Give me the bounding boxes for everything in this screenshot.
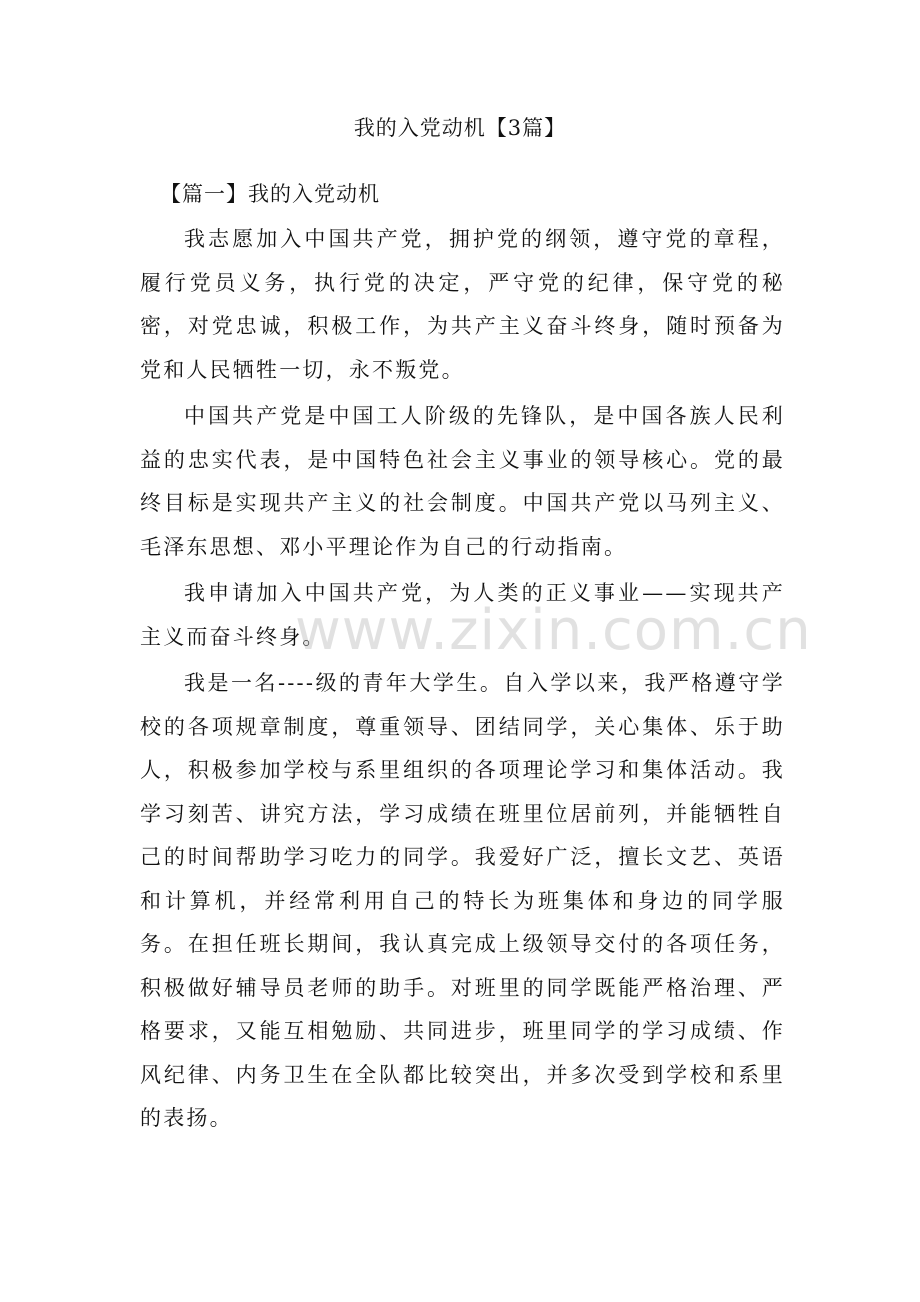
document-body bbox=[140, 218, 785, 1144]
paragraph: 我是一名----级的青年大学生。自入学以来，我严格遵守学校的各项规章制度，尊重领导、团结同学，关心集体、乐于助人，积极参加学校与系里组织的各项理论学习和集体活动。我学习刻苦、讲究方法，学习成绩在班里位居前列，并能牺牲自己的时间帮助学习吃力的同学。我爱好广泛，擅长文艺、英语和计算机，并经常利用自己的特长为班集体和身边的同学服务。在担任班长期间，我认真完成上级领导交付的各项任务，积极做好辅导员老师的助手。对班里的同学既能严格治理、严格要求，又能互相勉励、共同进步，班里同学的学习成绩、作风纪律、内务卫生在全队都比较突出，并多次受到学校和系里的表扬。 bbox=[140, 671, 785, 1130]
document-title: 我的入党动机【3篇】 bbox=[353, 116, 567, 140]
paragraph: 我志愿加入中国共产党，拥护党的纲领，遵守党的章程，履行党员义务，执行党的决定，严守党的纪律，保守党的秘密，对党忠诚，积极工作，为共产主义奋斗终身，随时预备为党和人民牺牲一切，永不叛党。 bbox=[140, 227, 785, 382]
watermark: www.zixin.com.cn bbox=[295, 598, 812, 663]
paragraph: 我申请加入中国共产党，为人类的正义事业——实现共产主义而奋斗终身。 bbox=[140, 581, 785, 649]
section-heading: 【篇一】我的入党动机 bbox=[160, 182, 380, 206]
paragraph: 中国共产党是中国工人阶级的先锋队，是中国各族人民利益的忠实代表，是中国特色社会主义事业的领导核心。党的最终目标是实现共产主义的社会制度。中国共产党以马列主义、毛泽东思想、邓小平理论作为自己的行动指南。 bbox=[140, 404, 785, 559]
